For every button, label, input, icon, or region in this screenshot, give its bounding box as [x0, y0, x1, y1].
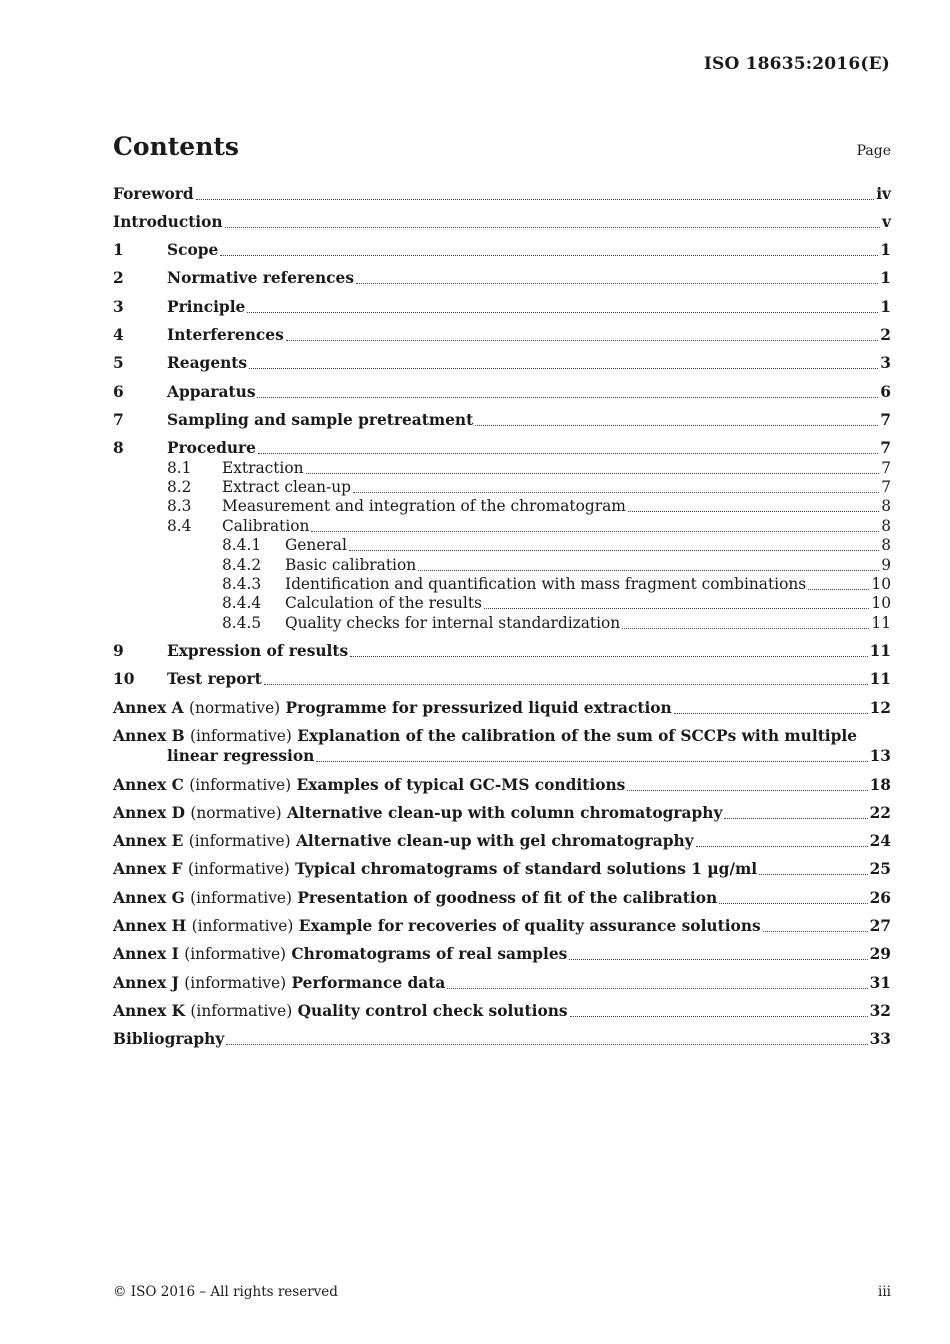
annex-title: Chromatograms of real samples [291, 945, 568, 964]
dot-leader [264, 684, 868, 685]
dot-leader [674, 713, 868, 714]
toc-entry-number: 6 [113, 382, 124, 401]
toc-entry-number: 8.3 [167, 497, 192, 516]
toc-entry-section[interactable] [113, 241, 891, 261]
annex-title: Typical chromatograms of standard solutions 1 µg/ml [295, 860, 758, 879]
toc-entry-title: Test report [167, 670, 262, 689]
toc-entry-number: 1 [113, 241, 124, 260]
dot-leader [306, 473, 880, 474]
toc-entry-title: Procedure [167, 439, 256, 458]
annex-title: Examples of typical GC-MS conditions [296, 775, 626, 794]
toc-entry-number: 7 [113, 410, 124, 429]
toc-entry-page: 7 [880, 410, 891, 429]
annex-type: (informative) [190, 888, 292, 907]
toc-entry-subsubsection[interactable] [113, 575, 891, 594]
toc-entry-bibliography[interactable] [113, 1030, 891, 1050]
toc-entry-subsubsection[interactable] [113, 613, 891, 632]
dot-leader [225, 227, 880, 228]
toc-entry-page: 11 [869, 641, 891, 660]
toc-entry-page: 26 [869, 888, 891, 907]
toc-entry-annex[interactable] [113, 973, 891, 993]
toc-entry-title: Interferences [167, 325, 284, 344]
toc-entry-page: 31 [869, 973, 891, 992]
annex-label: Annex C [113, 775, 184, 794]
dot-leader [220, 255, 878, 256]
toc-entry-annex[interactable] [113, 888, 891, 908]
toc-entry-title: Calibration [222, 516, 310, 535]
annex-type: (informative) [187, 860, 290, 879]
dot-leader [569, 959, 867, 960]
toc-entry-page: 25 [869, 860, 891, 879]
toc-entry-subsubsection[interactable] [113, 536, 891, 555]
toc-entry-subsection[interactable] [113, 516, 891, 535]
dot-leader [196, 199, 875, 200]
toc-entry-number: 8 [113, 439, 124, 458]
toc-entry-page: 8 [881, 516, 891, 535]
dot-leader [418, 570, 879, 571]
document-id: ISO 18635:2016(E) [703, 54, 890, 74]
dot-leader [349, 550, 879, 551]
toc-entry-number: 8.4.3 [222, 574, 262, 593]
toc-entry-number: 5 [113, 354, 124, 373]
toc-entry-title: Bibliography [113, 1030, 225, 1049]
toc-entry-annex[interactable] [113, 727, 891, 766]
toc-entry-title: General [285, 536, 347, 555]
toc-entry-title: Extract clean-up [222, 477, 352, 496]
toc-entry-page: 6 [880, 382, 891, 401]
toc-entry-page: 32 [869, 1001, 891, 1020]
toc-entry-section[interactable] [113, 297, 891, 317]
toc-entry-page: 12 [869, 698, 891, 717]
toc-entry-page: 13 [869, 746, 891, 765]
toc-entry-page: 18 [869, 775, 891, 794]
toc-entry-page: 8 [881, 536, 891, 555]
page-number: iii [878, 1284, 891, 1300]
toc-entry-introduction[interactable] [113, 212, 891, 232]
toc-entry-page: 10 [871, 594, 891, 613]
toc-entry-subsection[interactable] [113, 458, 891, 477]
annex-label: Annex A [113, 698, 184, 717]
toc-entry-title: Scope [167, 241, 219, 260]
annex-type: (normative) [190, 803, 282, 822]
annex-label: Annex D [113, 803, 185, 822]
annex-title-continued: linear regression [167, 746, 315, 765]
dot-leader [249, 368, 878, 369]
annex-type: (informative) [190, 727, 292, 746]
dot-leader [316, 761, 867, 762]
annex-label: Annex B [113, 727, 185, 746]
toc-entry-number: 8.4 [167, 516, 192, 535]
toc-entry-section[interactable] [113, 439, 891, 459]
annex-title: Explanation of the calibration of the sum of SCCPs with multiple [297, 727, 858, 746]
table-of-contents [113, 184, 891, 1049]
dot-leader [353, 492, 879, 493]
toc-entry-title: Identification and quantification with mass fragment combinations [285, 574, 807, 593]
toc-entry-page: 7 [881, 477, 891, 496]
toc-entry-page: 11 [869, 670, 891, 689]
toc-entry-title: Basic calibration [285, 555, 417, 574]
annex-label: Annex K [113, 1001, 186, 1020]
toc-entry-section[interactable] [113, 354, 891, 374]
annex-label: Annex J [113, 973, 179, 992]
dot-leader [696, 846, 868, 847]
toc-entry-page: v [882, 212, 891, 231]
toc-entry-annex[interactable] [113, 860, 891, 880]
dot-leader [311, 531, 879, 532]
toc-entry-section[interactable] [113, 382, 891, 402]
dot-leader [484, 608, 869, 609]
dot-leader [628, 511, 879, 512]
toc-entry-page: 1 [880, 241, 891, 260]
toc-entry-annex[interactable] [113, 698, 891, 718]
copyright-notice: © ISO 2016 – All rights reserved [113, 1284, 338, 1300]
toc-entry-title: Calculation of the results [285, 594, 482, 613]
toc-entry-title: Expression of results [167, 641, 349, 660]
annex-label: Annex I [113, 945, 179, 964]
toc-entry-number: 8.4.4 [222, 594, 262, 613]
annex-title: Example for recoveries of quality assurance solutions [298, 917, 761, 936]
toc-entry-number: 2 [113, 269, 124, 288]
toc-entry-page: 8 [881, 497, 891, 516]
toc-entry-title: Measurement and integration of the chromatogram [222, 497, 626, 516]
annex-type: (informative) [184, 973, 287, 992]
page-title: Contents [113, 132, 240, 161]
dot-leader [808, 589, 869, 590]
toc-entry-page: 10 [871, 574, 891, 593]
annex-title: Presentation of goodness of fit of the calibration [297, 888, 718, 907]
toc-entry-title: Introduction [113, 212, 223, 231]
toc-entry-annex[interactable] [113, 775, 891, 795]
toc-entry-title: Normative references [167, 269, 354, 288]
toc-entry-page: 24 [869, 832, 891, 851]
toc-entry-annex[interactable] [113, 917, 891, 937]
dot-leader [627, 790, 867, 791]
toc-entry-page: 1 [880, 297, 891, 316]
toc-entry-page: 27 [869, 917, 891, 936]
toc-entry-number: 8.4.2 [222, 555, 262, 574]
toc-entry-subsubsection[interactable] [113, 555, 891, 574]
dot-leader [719, 903, 867, 904]
toc-entry-title: Sampling and sample pretreatment [167, 410, 474, 429]
toc-entry-page: 33 [869, 1030, 891, 1049]
dot-leader [622, 628, 869, 629]
toc-entry-number: 8.4.5 [222, 613, 262, 632]
annex-label: Annex H [113, 917, 187, 936]
toc-entry-title: Foreword [113, 184, 194, 203]
annex-title: Programme for pressurized liquid extraction [285, 698, 672, 717]
annex-title: Alternative clean-up with column chromatography [286, 803, 723, 822]
toc-entry-title: Reagents [167, 354, 248, 373]
toc-entry-page: 11 [871, 613, 891, 632]
toc-entry-foreword[interactable] [113, 184, 891, 204]
toc-entry-number: 8.1 [167, 458, 192, 477]
toc-entry-number: 3 [113, 297, 124, 316]
dot-leader [226, 1044, 867, 1045]
toc-entry-subsection[interactable] [113, 478, 891, 497]
dot-leader [724, 818, 867, 819]
toc-entry-annex[interactable] [113, 945, 891, 965]
toc-entry-number: 9 [113, 641, 124, 660]
dot-leader [570, 1016, 868, 1017]
toc-entry-number: 8.2 [167, 477, 192, 496]
toc-entry-title: Quality checks for internal standardization [285, 613, 621, 632]
toc-entry-annex[interactable] [113, 1001, 891, 1021]
annex-label: Annex E [113, 832, 184, 851]
annex-title: Alternative clean-up with gel chromatography [295, 832, 694, 851]
toc-entry-section[interactable] [113, 641, 891, 661]
toc-entry-page: 7 [881, 458, 891, 477]
toc-entry-title: Extraction [222, 458, 304, 477]
page-footer [113, 1284, 891, 1300]
annex-type: (normative) [188, 698, 281, 717]
dot-leader [247, 312, 878, 313]
annex-label: Annex F [113, 860, 183, 879]
page-column-label: Page [856, 143, 891, 159]
toc-entry-page: 2 [880, 325, 891, 344]
toc-entry-page: 3 [880, 354, 891, 373]
toc-entry-page: iv [876, 184, 891, 203]
toc-entry-annex[interactable] [113, 832, 891, 852]
toc-entry-section[interactable] [113, 325, 891, 345]
toc-entry-section[interactable] [113, 269, 891, 289]
dot-leader [286, 340, 879, 341]
dot-leader [258, 453, 878, 454]
toc-entry-subsection[interactable] [113, 497, 891, 516]
dot-leader [475, 425, 878, 426]
dot-leader [447, 988, 867, 989]
annex-type: (informative) [190, 1001, 293, 1020]
toc-entry-page: 22 [869, 803, 891, 822]
dot-leader [763, 931, 868, 932]
toc-entry-section[interactable] [113, 670, 891, 690]
contents-header [113, 132, 891, 161]
annex-title: Quality control check solutions [297, 1001, 568, 1020]
toc-entry-number: 4 [113, 325, 124, 344]
dot-leader [759, 874, 867, 875]
dot-leader [257, 397, 878, 398]
toc-entry-page: 1 [880, 269, 891, 288]
toc-entry-section[interactable] [113, 410, 891, 430]
annex-type: (informative) [188, 832, 291, 851]
toc-entry-page: 29 [869, 945, 891, 964]
annex-type: (informative) [189, 775, 292, 794]
annex-label: Annex G [113, 888, 185, 907]
toc-entry-number: 10 [113, 670, 135, 689]
annex-type: (informative) [191, 917, 294, 936]
dot-leader [356, 283, 878, 284]
toc-entry-annex[interactable] [113, 803, 891, 823]
toc-entry-title: Apparatus [167, 382, 256, 401]
toc-entry-page: 7 [880, 439, 891, 458]
toc-entry-subsubsection[interactable] [113, 594, 891, 613]
annex-type: (informative) [184, 945, 287, 964]
toc-entry-page: 9 [881, 555, 891, 574]
dot-leader [350, 656, 867, 657]
toc-entry-number: 8.4.1 [222, 536, 262, 555]
toc-entry-title: Principle [167, 297, 246, 316]
annex-title: Performance data [291, 973, 446, 992]
